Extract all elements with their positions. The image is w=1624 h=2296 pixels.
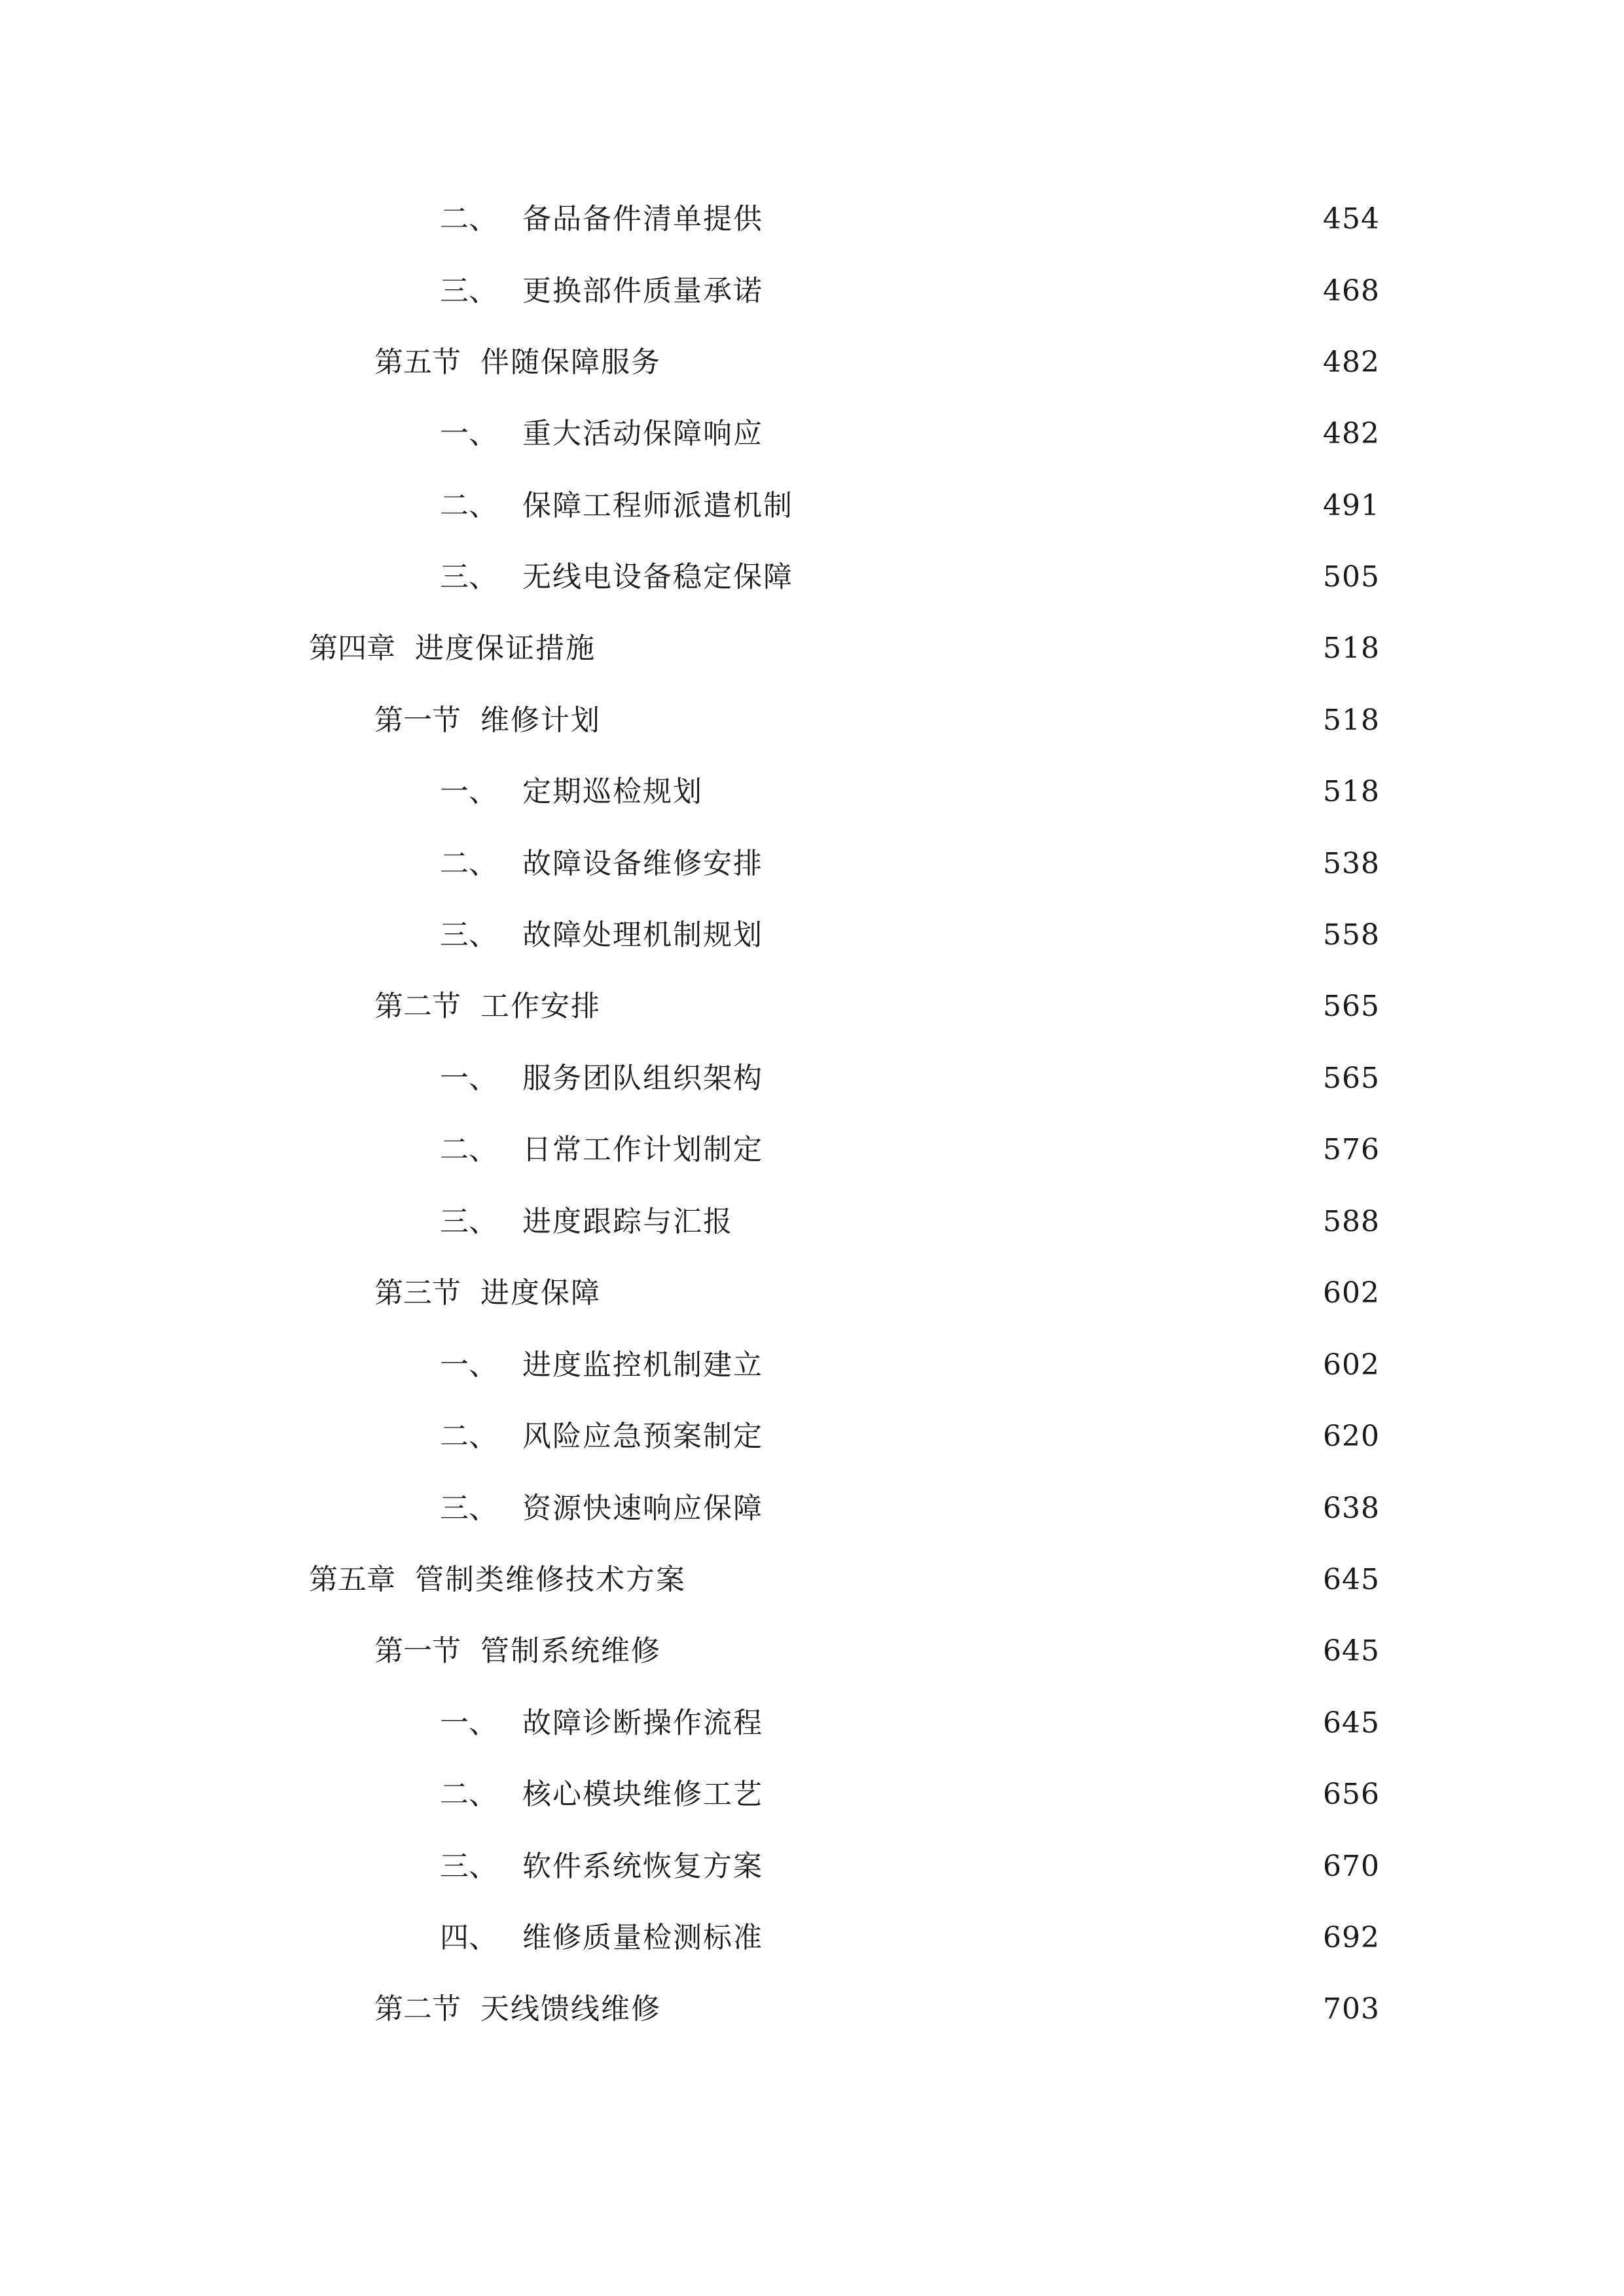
toc-entry-page: 491 [1323, 489, 1380, 522]
toc-entry[interactable] [440, 1124, 1380, 1176]
toc-entry-title: 管制类维修技术方案 [415, 1563, 686, 1596]
toc-entry-number: 三、 [440, 1492, 497, 1525]
toc-entry-page: 588 [1323, 1205, 1380, 1238]
toc-entry[interactable] [309, 622, 1380, 675]
dot-leader [770, 838, 1315, 890]
toc-entry-title: 维修计划 [480, 704, 601, 737]
toc-entry-page: 454 [1323, 202, 1380, 236]
toc-entry-title: 资源快速响应保障 [522, 1492, 763, 1525]
toc-entry-number: 一、 [440, 1348, 497, 1382]
toc-entry-page: 645 [1323, 1634, 1380, 1668]
toc-entry[interactable] [374, 336, 1380, 389]
toc-entry[interactable] [440, 1482, 1380, 1535]
dot-leader [607, 980, 1315, 1033]
dot-leader [668, 336, 1315, 389]
toc-entry-number: 一、 [440, 1062, 497, 1095]
dot-leader [668, 1625, 1315, 1677]
toc-entry-title: 保障工程师派遣机制 [522, 489, 793, 522]
toc-entry-number: 第三节 [374, 1276, 461, 1310]
toc-entry-title: 服务团队组织架构 [522, 1062, 763, 1095]
toc-entry[interactable] [374, 1983, 1380, 2036]
toc-entry[interactable] [440, 909, 1380, 961]
toc-entry[interactable] [309, 1554, 1380, 1606]
toc-entry-number: 二、 [440, 202, 497, 236]
toc-entry[interactable] [440, 1840, 1380, 1893]
toc-entry-number: 三、 [440, 274, 497, 308]
toc-entry-page: 468 [1323, 274, 1380, 308]
dot-leader [800, 551, 1315, 603]
toc-entry-number: 三、 [440, 1850, 497, 1883]
dot-leader [602, 622, 1315, 675]
toc-entry-title: 更换部件质量承诺 [522, 274, 763, 308]
toc-entry-title: 风险应急预案制定 [522, 1420, 763, 1453]
toc-entry-title: 故障设备维修安排 [522, 847, 763, 880]
dot-leader [770, 909, 1315, 961]
toc-entry-page: 482 [1323, 417, 1380, 450]
toc-entry-title: 伴随保障服务 [480, 346, 661, 379]
toc-entry-title: 无线电设备稳定保障 [522, 560, 793, 594]
toc-entry-title: 故障处理机制规划 [522, 918, 763, 952]
toc-entry-page: 558 [1323, 918, 1380, 952]
dot-leader [770, 1840, 1315, 1893]
toc-entry-number: 三、 [440, 918, 497, 952]
toc-entry-page: 656 [1323, 1778, 1380, 1811]
dot-leader [770, 408, 1315, 460]
toc-entry-page: 645 [1323, 1563, 1380, 1596]
dot-leader [770, 193, 1315, 245]
toc-entry-title: 维修质量检测标准 [522, 1921, 763, 1954]
toc-entry-number: 二、 [440, 1420, 497, 1453]
toc-entry[interactable] [440, 1697, 1380, 1749]
toc-entry-page: 518 [1323, 632, 1380, 665]
toc-entry-title: 管制系统维修 [480, 1634, 661, 1668]
toc-entry[interactable] [440, 766, 1380, 818]
toc-entry-page: 602 [1323, 1276, 1380, 1310]
toc-entry-number: 三、 [440, 560, 497, 594]
toc-entry-number: 第二节 [374, 1992, 461, 2026]
dot-leader [710, 766, 1315, 818]
toc-entry-page: 576 [1323, 1133, 1380, 1166]
toc-entry-number: 第一节 [374, 1634, 461, 1668]
toc-entry-title: 日常工作计划制定 [522, 1133, 763, 1166]
toc-entry-number: 第二节 [374, 990, 461, 1023]
toc-entry[interactable] [440, 193, 1380, 245]
toc-entry-title: 核心模块维修工艺 [522, 1778, 763, 1811]
dot-leader [607, 1267, 1315, 1319]
toc-entry-page: 565 [1323, 1062, 1380, 1095]
toc-entry-title: 定期巡检规划 [522, 775, 703, 808]
dot-leader [770, 1124, 1315, 1176]
toc-entry[interactable] [440, 1410, 1380, 1463]
toc-entry-page: 670 [1323, 1850, 1380, 1883]
toc-entry-number: 第五章 [309, 1563, 395, 1596]
toc-entry[interactable] [440, 1339, 1380, 1391]
dot-leader [607, 694, 1315, 747]
toc-entry-number: 第四章 [309, 632, 395, 665]
toc-entry-number: 一、 [440, 1706, 497, 1740]
toc-entry-number: 四、 [440, 1921, 497, 1954]
toc-entry-title: 故障诊断操作流程 [522, 1706, 763, 1740]
dot-leader [770, 1912, 1315, 1964]
toc-entry[interactable] [374, 1267, 1380, 1319]
toc-entry-title: 进度保障 [480, 1276, 601, 1310]
toc-entry-title: 进度跟踪与汇报 [522, 1205, 733, 1238]
toc-entry-title: 重大活动保障响应 [522, 417, 763, 450]
toc-entry[interactable] [374, 694, 1380, 747]
toc-entry[interactable] [440, 1052, 1380, 1105]
toc-entry-page: 482 [1323, 346, 1380, 379]
toc-entry[interactable] [440, 1768, 1380, 1821]
dot-leader [800, 480, 1315, 532]
toc-entry-title: 软件系统恢复方案 [522, 1850, 763, 1883]
dot-leader [770, 1697, 1315, 1749]
toc-entry[interactable] [440, 551, 1380, 603]
toc-entry[interactable] [440, 408, 1380, 460]
dot-leader [770, 1339, 1315, 1391]
toc-entry-number: 二、 [440, 1778, 497, 1811]
toc-entry-title: 工作安排 [480, 990, 601, 1023]
dot-leader [770, 1482, 1315, 1535]
toc-entry-page: 565 [1323, 990, 1380, 1023]
toc-entry-page: 638 [1323, 1492, 1380, 1525]
toc-entry[interactable] [440, 1196, 1380, 1248]
toc-entry-number: 第一节 [374, 704, 461, 737]
toc-entry-title: 进度监控机制建立 [522, 1348, 763, 1382]
toc-entry-number: 二、 [440, 847, 497, 880]
toc-entry-number: 二、 [440, 1133, 497, 1166]
dot-leader [770, 1052, 1315, 1105]
toc-entry-title: 进度保证措施 [415, 632, 596, 665]
toc-entry-page: 518 [1323, 704, 1380, 737]
toc-entry-page: 538 [1323, 847, 1380, 880]
toc-entry-page: 602 [1323, 1348, 1380, 1382]
toc-entry-title: 备品备件清单提供 [522, 202, 763, 236]
dot-leader [668, 1983, 1315, 2036]
toc-entry-page: 645 [1323, 1706, 1380, 1740]
toc-entry-page: 620 [1323, 1420, 1380, 1453]
toc-entry-number: 第五节 [374, 346, 461, 379]
toc-entry-number: 三、 [440, 1205, 497, 1238]
toc-entry-number: 一、 [440, 417, 497, 450]
toc-entry[interactable] [440, 265, 1380, 317]
toc-entry[interactable] [374, 980, 1380, 1033]
dot-leader [770, 265, 1315, 317]
dot-leader [770, 1410, 1315, 1463]
toc-entry[interactable] [374, 1625, 1380, 1677]
toc-entry[interactable] [440, 480, 1380, 532]
toc-entry[interactable] [440, 838, 1380, 890]
dot-leader [740, 1196, 1315, 1248]
toc-entry-number: 二、 [440, 489, 497, 522]
toc-entry-page: 505 [1323, 560, 1380, 594]
toc-entry-number: 一、 [440, 775, 497, 808]
toc-entry-page: 692 [1323, 1921, 1380, 1954]
dot-leader [770, 1768, 1315, 1821]
toc-entry-page: 518 [1323, 775, 1380, 808]
toc-entry-page: 703 [1323, 1992, 1380, 2026]
toc-entry[interactable] [440, 1912, 1380, 1964]
toc-entry-title: 天线馈线维修 [480, 1992, 661, 2026]
dot-leader [693, 1554, 1315, 1606]
